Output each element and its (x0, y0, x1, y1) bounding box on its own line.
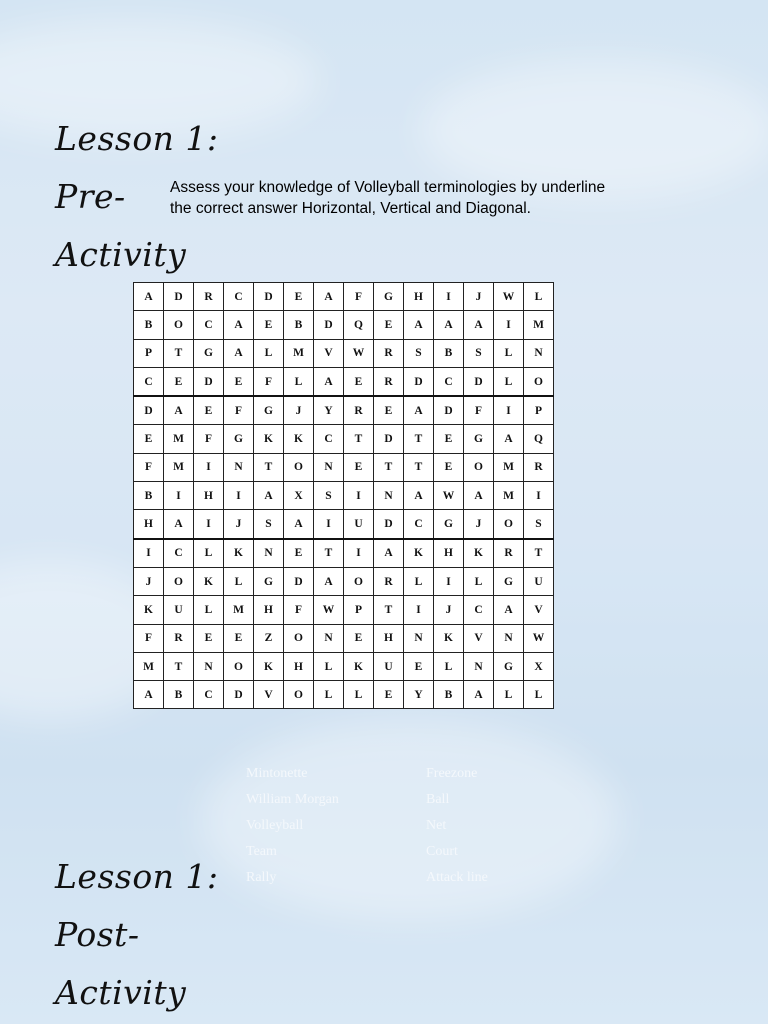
grid-cell[interactable]: I (164, 482, 194, 510)
grid-cell[interactable]: A (434, 311, 464, 339)
grid-cell[interactable]: G (194, 339, 224, 367)
grid-cell[interactable]: E (344, 453, 374, 481)
grid-cell[interactable]: R (374, 339, 404, 367)
grid-cell[interactable]: J (134, 567, 164, 595)
grid-cell[interactable]: H (134, 510, 164, 539)
grid-cell[interactable]: R (194, 283, 224, 311)
grid-cell[interactable]: I (494, 396, 524, 425)
grid-cell[interactable]: D (374, 425, 404, 453)
grid-cell[interactable]: K (344, 652, 374, 680)
grid-cell[interactable]: G (494, 652, 524, 680)
grid-cell[interactable]: A (464, 311, 494, 339)
grid-cell[interactable]: F (464, 396, 494, 425)
grid-cell[interactable]: N (404, 624, 434, 652)
word-item: Ball (426, 792, 450, 807)
grid-cell[interactable]: D (314, 311, 344, 339)
grid-cell[interactable]: A (494, 425, 524, 453)
grid-cell[interactable]: L (194, 539, 224, 568)
grid-cell[interactable]: L (404, 567, 434, 595)
grid-cell[interactable]: M (494, 453, 524, 481)
grid-cell[interactable]: L (494, 367, 524, 396)
grid-cell[interactable]: D (374, 510, 404, 539)
grid-cell[interactable]: Q (524, 425, 554, 453)
grid-cell[interactable]: J (464, 283, 494, 311)
grid-cell[interactable]: T (164, 652, 194, 680)
grid-cell[interactable]: I (134, 539, 164, 568)
grid-cell[interactable]: C (164, 539, 194, 568)
grid-cell[interactable]: G (434, 510, 464, 539)
grid-cell[interactable]: W (524, 624, 554, 652)
grid-cell[interactable]: E (374, 396, 404, 425)
word-item: Volleyball (246, 818, 304, 833)
grid-cell[interactable]: C (314, 425, 344, 453)
grid-cell[interactable]: I (194, 510, 224, 539)
heading-line: Activity (55, 973, 187, 1012)
grid-cell[interactable]: G (464, 425, 494, 453)
grid-cell[interactable]: D (164, 283, 194, 311)
grid-cell[interactable]: D (464, 367, 494, 396)
grid-cell[interactable]: D (194, 367, 224, 396)
grid-cell[interactable]: A (404, 396, 434, 425)
grid-cell[interactable]: C (194, 311, 224, 339)
grid-row (134, 596, 554, 624)
grid-cell[interactable]: A (464, 681, 494, 709)
grid-cell[interactable]: M (134, 652, 164, 680)
grid-cell[interactable]: A (374, 539, 404, 568)
grid-row (134, 681, 554, 709)
grid-cell[interactable]: W (434, 482, 464, 510)
grid-cell[interactable]: D (134, 396, 164, 425)
grid-cell[interactable]: F (134, 624, 164, 652)
grid-cell[interactable]: I (194, 453, 224, 481)
grid-cell[interactable]: V (314, 339, 344, 367)
word-item: Net (426, 818, 447, 833)
grid-cell[interactable]: E (284, 539, 314, 568)
word-item: Team (246, 844, 277, 859)
grid-cell[interactable]: F (344, 283, 374, 311)
grid-cell[interactable]: C (434, 367, 464, 396)
word-item: Court (426, 844, 458, 859)
grid-cell[interactable]: A (134, 681, 164, 709)
post-activity-heading (55, 848, 219, 1022)
grid-cell[interactable]: F (254, 367, 284, 396)
grid-cell[interactable]: N (374, 482, 404, 510)
grid-row (134, 283, 554, 311)
grid-cell[interactable]: H (404, 283, 434, 311)
grid-cell[interactable]: D (254, 283, 284, 311)
grid-cell[interactable]: O (164, 567, 194, 595)
grid-cell[interactable]: L (314, 681, 344, 709)
grid-cell[interactable]: P (524, 396, 554, 425)
grid-cell[interactable]: W (314, 596, 344, 624)
grid-row (134, 425, 554, 453)
grid-cell[interactable]: E (374, 681, 404, 709)
heading-line: Pre- (55, 177, 126, 216)
grid-cell[interactable]: E (254, 311, 284, 339)
grid-cell[interactable]: O (464, 453, 494, 481)
grid-cell[interactable]: R (374, 567, 404, 595)
grid-cell[interactable]: V (524, 596, 554, 624)
grid-cell[interactable]: I (404, 596, 434, 624)
grid-row (134, 567, 554, 595)
grid-cell[interactable]: H (254, 596, 284, 624)
grid-row (134, 453, 554, 481)
grid-cell[interactable]: A (314, 283, 344, 311)
heading-line: Lesson 1: (55, 119, 219, 158)
grid-cell[interactable]: W (344, 339, 374, 367)
grid-cell[interactable]: O (284, 624, 314, 652)
grid-cell[interactable]: N (314, 453, 344, 481)
grid-cell[interactable]: R (344, 396, 374, 425)
grid-cell[interactable]: J (284, 396, 314, 425)
grid-cell[interactable]: C (464, 596, 494, 624)
grid-cell[interactable]: E (224, 367, 254, 396)
heading-line: Post- (55, 915, 140, 954)
grid-cell[interactable]: P (134, 339, 164, 367)
grid-cell[interactable]: E (344, 624, 374, 652)
word-item: Attack line (426, 870, 488, 885)
grid-cell[interactable]: G (224, 425, 254, 453)
grid-cell[interactable]: S (404, 339, 434, 367)
instructions-text: Assess your knowledge of Volleyball terminologies by underline the correct answer Horizontal, Vertical and Diagonal. (170, 179, 606, 217)
grid-cell[interactable]: Y (314, 396, 344, 425)
grid-cell[interactable]: F (284, 596, 314, 624)
grid-cell[interactable]: T (524, 539, 554, 568)
grid-cell[interactable]: E (434, 453, 464, 481)
grid-cell[interactable]: O (284, 681, 314, 709)
grid-cell[interactable]: M (164, 425, 194, 453)
grid-cell[interactable]: K (194, 567, 224, 595)
grid-cell[interactable]: Q (344, 311, 374, 339)
grid-cell[interactable]: L (524, 681, 554, 709)
grid-cell[interactable]: B (434, 681, 464, 709)
grid-cell[interactable]: M (284, 339, 314, 367)
grid-cell[interactable]: L (524, 283, 554, 311)
word-item: Mintonette (246, 766, 308, 781)
grid-cell[interactable]: B (134, 482, 164, 510)
grid-row (134, 539, 554, 568)
grid-row (134, 624, 554, 652)
grid-cell[interactable]: A (284, 510, 314, 539)
grid-row (134, 339, 554, 367)
grid-cell[interactable]: J (224, 510, 254, 539)
grid-cell[interactable]: A (404, 482, 434, 510)
grid-cell[interactable]: D (224, 681, 254, 709)
grid-cell[interactable]: E (194, 396, 224, 425)
grid-cell[interactable]: M (524, 311, 554, 339)
grid-cell[interactable]: I (224, 482, 254, 510)
grid-cell[interactable]: K (254, 652, 284, 680)
grid-cell[interactable]: T (374, 453, 404, 481)
heading-line: Lesson 1: (55, 857, 219, 896)
grid-cell[interactable]: L (494, 339, 524, 367)
grid-cell[interactable]: F (224, 396, 254, 425)
grid-row (134, 396, 554, 425)
word-item: Freezone (426, 766, 478, 781)
grid-cell[interactable]: B (134, 311, 164, 339)
grid-cell[interactable]: A (254, 482, 284, 510)
grid-cell[interactable]: L (434, 652, 464, 680)
grid-cell[interactable]: O (344, 567, 374, 595)
grid-cell[interactable]: R (374, 367, 404, 396)
grid-cell[interactable]: K (404, 539, 434, 568)
grid-cell[interactable]: H (374, 624, 404, 652)
grid-cell[interactable]: C (134, 367, 164, 396)
grid-cell[interactable]: Z (254, 624, 284, 652)
grid-cell[interactable]: A (404, 311, 434, 339)
grid-cell[interactable]: I (434, 567, 464, 595)
grid-cell[interactable]: I (344, 539, 374, 568)
grid-cell[interactable]: H (194, 482, 224, 510)
grid-cell[interactable]: N (254, 539, 284, 568)
grid-cell[interactable]: X (524, 652, 554, 680)
grid-cell[interactable]: G (374, 283, 404, 311)
grid-cell[interactable]: N (464, 652, 494, 680)
grid-cell[interactable]: P (344, 596, 374, 624)
grid-cell[interactable]: O (494, 510, 524, 539)
grid-cell[interactable]: E (134, 425, 164, 453)
grid-cell[interactable]: N (194, 652, 224, 680)
grid-cell[interactable]: L (194, 596, 224, 624)
grid-cell[interactable]: T (314, 539, 344, 568)
word-list (246, 766, 606, 886)
grid-cell[interactable]: M (224, 596, 254, 624)
grid-cell[interactable]: E (284, 283, 314, 311)
grid-row (134, 510, 554, 539)
grid-cell[interactable]: A (314, 567, 344, 595)
grid-cell[interactable]: L (464, 567, 494, 595)
grid-cell[interactable]: B (284, 311, 314, 339)
grid-cell[interactable]: T (164, 339, 194, 367)
heading-line: Activity (55, 235, 187, 274)
grid-cell[interactable]: H (284, 652, 314, 680)
grid-cell[interactable]: E (374, 311, 404, 339)
grid-cell[interactable]: T (404, 425, 434, 453)
grid-cell[interactable]: O (164, 311, 194, 339)
grid-cell[interactable]: K (254, 425, 284, 453)
grid-cell[interactable]: L (224, 567, 254, 595)
grid-row (134, 311, 554, 339)
grid-cell[interactable]: V (464, 624, 494, 652)
grid-cell[interactable]: C (404, 510, 434, 539)
grid-cell[interactable]: B (164, 681, 194, 709)
grid-cell[interactable]: T (344, 425, 374, 453)
grid-cell[interactable]: A (134, 283, 164, 311)
grid-cell[interactable]: I (344, 482, 374, 510)
grid-cell[interactable]: S (254, 510, 284, 539)
grid-cell[interactable]: C (224, 283, 254, 311)
grid-cell[interactable]: I (314, 510, 344, 539)
word-search-grid[interactable] (133, 282, 554, 709)
grid-cell[interactable]: C (194, 681, 224, 709)
grid-cell[interactable]: T (254, 453, 284, 481)
grid-cell[interactable]: B (434, 339, 464, 367)
grid-cell[interactable]: M (164, 453, 194, 481)
grid-cell[interactable]: L (254, 339, 284, 367)
grid-cell[interactable]: E (224, 624, 254, 652)
grid-cell[interactable]: T (404, 453, 434, 481)
grid-cell[interactable]: L (344, 681, 374, 709)
grid-cell[interactable]: I (434, 283, 464, 311)
grid-cell[interactable]: L (284, 367, 314, 396)
grid-cell[interactable]: A (464, 482, 494, 510)
word-item: William Morgan (246, 792, 339, 807)
grid-row (134, 652, 554, 680)
grid-cell[interactable]: H (434, 539, 464, 568)
grid-cell[interactable]: O (524, 367, 554, 396)
grid-cell[interactable]: I (494, 311, 524, 339)
grid-cell[interactable]: A (224, 339, 254, 367)
grid-cell[interactable]: U (164, 596, 194, 624)
grid-cell[interactable]: D (434, 396, 464, 425)
grid-cell[interactable]: O (224, 652, 254, 680)
grid-cell[interactable]: E (194, 624, 224, 652)
grid-cell[interactable]: K (434, 624, 464, 652)
grid-cell[interactable]: G (254, 567, 284, 595)
grid-cell[interactable]: V (254, 681, 284, 709)
grid-cell[interactable]: E (404, 652, 434, 680)
grid-cell[interactable]: F (134, 453, 164, 481)
grid-cell[interactable]: K (464, 539, 494, 568)
grid-cell[interactable]: G (254, 396, 284, 425)
grid-cell[interactable]: N (314, 624, 344, 652)
grid-cell[interactable]: Y (404, 681, 434, 709)
grid-cell[interactable]: A (314, 367, 344, 396)
grid-cell[interactable]: D (284, 567, 314, 595)
grid-cell[interactable]: A (494, 596, 524, 624)
grid-cell[interactable]: R (494, 539, 524, 568)
grid-cell[interactable]: K (224, 539, 254, 568)
grid-cell[interactable]: J (464, 510, 494, 539)
grid-cell[interactable]: E (344, 367, 374, 396)
grid-cell[interactable]: X (284, 482, 314, 510)
grid-cell[interactable]: M (494, 482, 524, 510)
grid-row (134, 367, 554, 396)
grid-cell[interactable]: A (164, 396, 194, 425)
grid-cell[interactable]: R (524, 453, 554, 481)
grid-cell[interactable]: U (344, 510, 374, 539)
grid-cell[interactable]: L (314, 652, 344, 680)
grid-cell[interactable]: U (524, 567, 554, 595)
grid-cell[interactable]: I (524, 482, 554, 510)
grid-cell[interactable]: E (164, 367, 194, 396)
grid-cell[interactable]: S (524, 510, 554, 539)
grid-cell[interactable]: D (404, 367, 434, 396)
grid-cell[interactable]: E (434, 425, 464, 453)
grid-cell[interactable]: U (374, 652, 404, 680)
grid-cell[interactable]: W (494, 283, 524, 311)
grid-cell[interactable]: R (164, 624, 194, 652)
grid-cell[interactable]: S (314, 482, 344, 510)
grid-cell[interactable]: L (494, 681, 524, 709)
grid-cell[interactable]: A (164, 510, 194, 539)
grid-cell[interactable]: S (464, 339, 494, 367)
grid-cell[interactable]: G (494, 567, 524, 595)
grid-row (134, 482, 554, 510)
grid-cell[interactable]: A (224, 311, 254, 339)
grid-cell[interactable]: O (284, 453, 314, 481)
word-item: Rally (246, 870, 277, 885)
grid-cell[interactable]: J (434, 596, 464, 624)
grid-cell[interactable]: F (194, 425, 224, 453)
grid-cell[interactable]: K (134, 596, 164, 624)
grid-cell[interactable]: N (224, 453, 254, 481)
grid-cell[interactable]: N (494, 624, 524, 652)
grid-cell[interactable]: K (284, 425, 314, 453)
grid-cell[interactable]: N (524, 339, 554, 367)
grid-cell[interactable]: T (374, 596, 404, 624)
